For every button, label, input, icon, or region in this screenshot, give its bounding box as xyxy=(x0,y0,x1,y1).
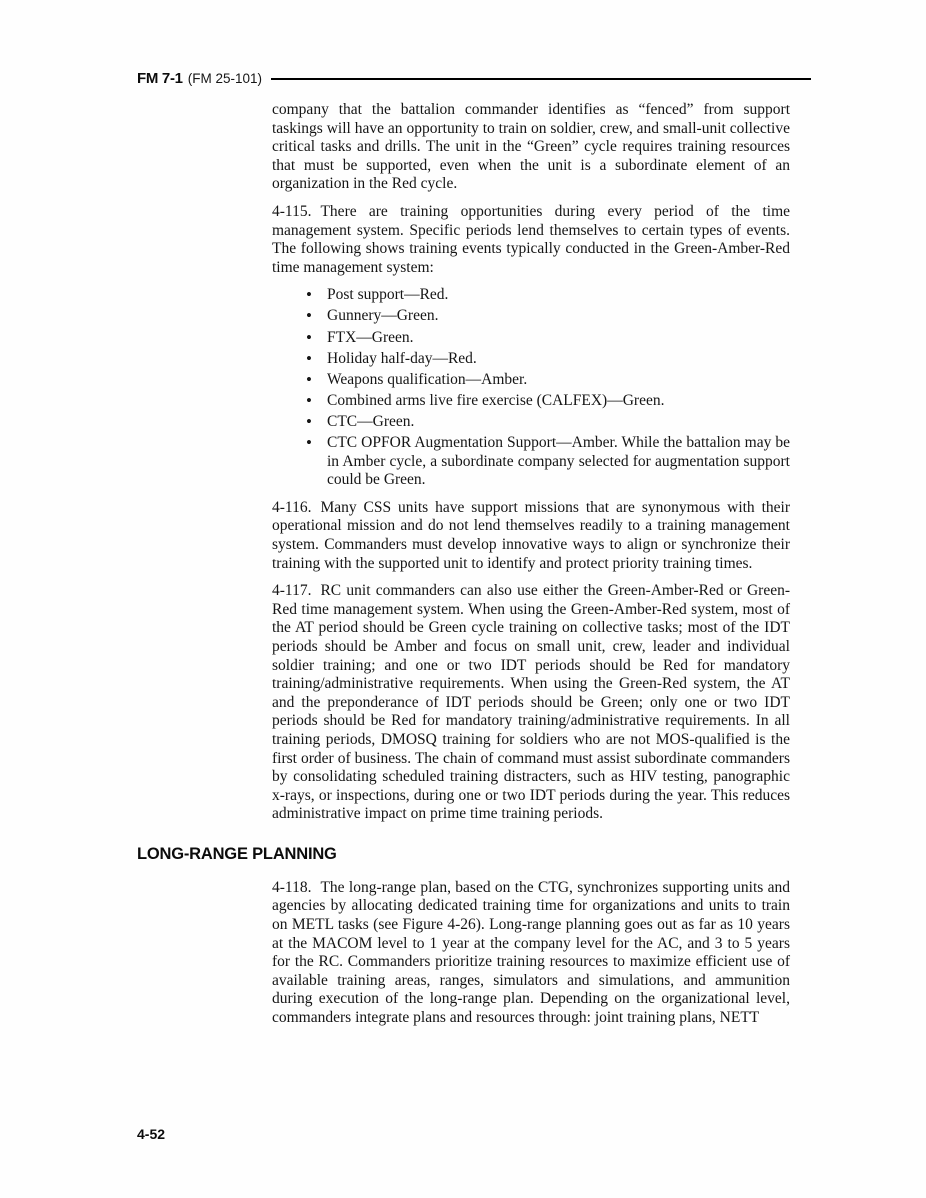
paragraph-number: 4-117. xyxy=(272,582,312,600)
list-item: • Post support—Red. xyxy=(305,286,790,305)
paragraph-4-117 xyxy=(272,582,790,824)
paragraph-text: Many CSS units have support missions that are synonymous with their operational mission and do not lend themselves readily to a training management system. Commanders must develop innovative ways to align or synchronize their training with the supported unit to identify and protect priority training times. xyxy=(272,498,790,572)
list-item: • CTC—Green. xyxy=(305,413,790,432)
text-column-upper xyxy=(272,101,790,824)
list-item: • CTC OPFOR Augmentation Support—Amber. While the battalion may be in Amber cycle, a subordinate company selected for augmentation support could be Green. xyxy=(305,434,790,490)
paragraph-number: 4-118. xyxy=(272,878,312,896)
list-item: • Combined arms live fire exercise (CALFEX)—Green. xyxy=(305,392,790,411)
paragraph-4-116 xyxy=(272,499,790,573)
paragraph-text: RC unit commanders can also use either the Green-Amber-Red or Green-Red time management system. When using the Green-Amber-Red system, most of the AT period should be Green cycle training on collective tasks; most of the IDT periods should be Amber and focus on small unit, crew, leader and individual soldier training; and one or two IDT periods should be Red for mandatory training/administrative requirements. When using the Green-Red system, the AT and the preponderance of IDT periods should be Green; only one or two IDT periods should be Red for mandatory training/administrative requirements. In all training periods, DMOSQ training for soldiers who are not MOS-qualified is the first order of business. The chain of command must assist subordinate commanders by consolidating scheduled training distracters, such as HIV testing, panographic x-rays, or inspections, during one or two IDT periods during the year. This reduces administrative impact on prime time training periods. xyxy=(272,582,790,823)
text-column-lower xyxy=(272,879,790,1028)
paragraph-number: 4-115. xyxy=(272,202,312,220)
training-events-bullet-list xyxy=(272,286,790,489)
paragraph-continuation: company that the battalion commander identifies as “fenced” from support taskings will have an opportunity to train on soldier, crew, and small-unit collective critical tasks and drills. The unit in the “Green” cycle requires training resources that must be supported, even when the unit is a subordinate element of an organization in the Red cycle. xyxy=(272,101,790,193)
list-item: • Holiday half-day—Red. xyxy=(305,350,790,369)
page-number: 4-52 xyxy=(137,1126,166,1142)
paragraph-text: The long-range plan, based on the CTG, synchronizes supporting units and agencies by allocating dedicated training time for organizations and units to train on METL tasks (see Figure 4-26). Long-range planning goes out as far as 10 years at the MACOM level to 1 year at the company level for the AC, and 3 to 5 years for the RC. Commanders prioritize training resources to maximize efficient use of available training areas, ranges, simulators and simulations, and ammunition during execution of the long-range plan. Depending on the organizational level, commanders integrate plans and resources through: joint training plans, NETT xyxy=(272,878,790,1027)
paragraph-4-115 xyxy=(272,203,790,277)
paragraph-number: 4-116. xyxy=(272,498,312,516)
manual-code-superseded: (FM 25-101) xyxy=(187,71,262,86)
list-item: • Weapons qualification—Amber. xyxy=(305,371,790,390)
page-content xyxy=(137,101,790,1037)
header-rule xyxy=(271,78,811,80)
section-heading: LONG-RANGE PLANNING xyxy=(137,844,337,863)
page-header xyxy=(137,70,811,87)
list-item: • Gunnery—Green. xyxy=(305,307,790,326)
list-item: • FTX—Green. xyxy=(305,329,790,348)
paragraph-4-118 xyxy=(272,879,790,1028)
manual-code: FM 7-1 xyxy=(137,70,183,87)
paragraph-text: There are training opportunities during every period of the time management system. Specific periods lend themselves to certain types of events. The following shows training events typically conducted in the Green-Amber-Red time management system: xyxy=(272,202,790,276)
